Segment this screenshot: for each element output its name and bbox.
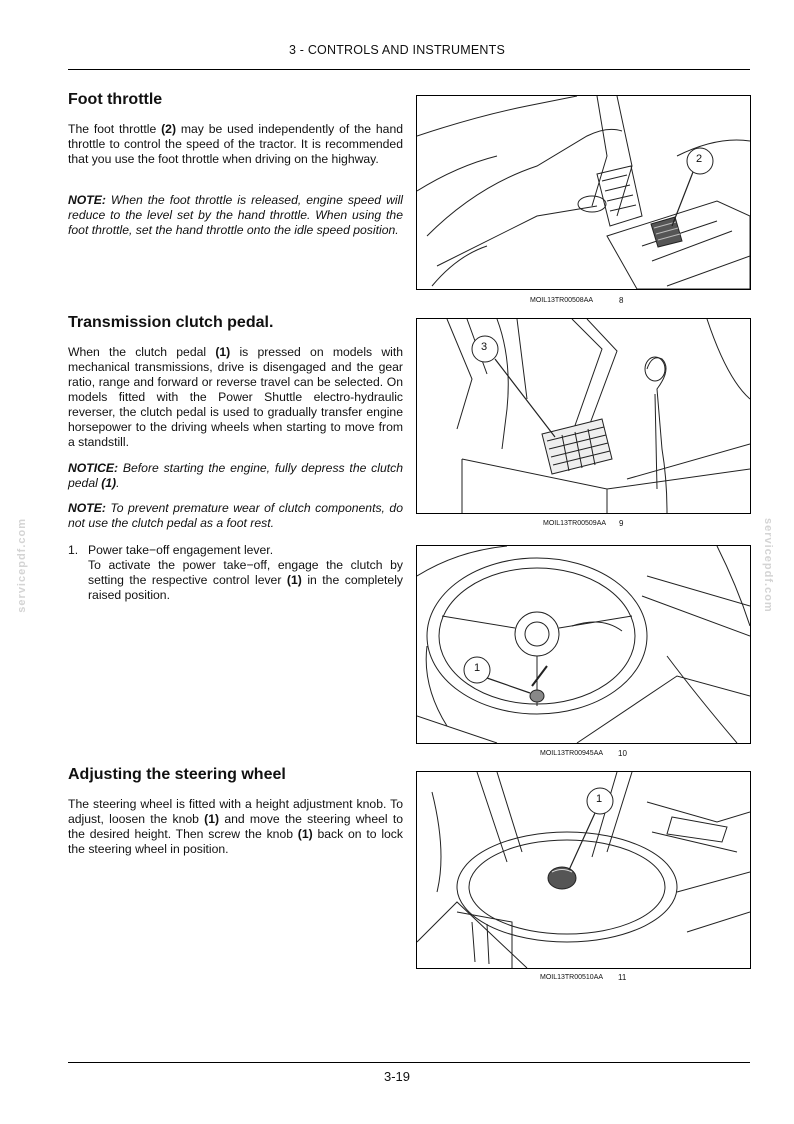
page-number: 3-19 xyxy=(383,1069,411,1084)
foot-throttle-paragraph: The foot throttle (2) may be used independently of the hand throttle to control the speed of the tractor. It is recommended that you use the foot throttle when driving on the highway. xyxy=(68,122,404,166)
clutch-note: NOTE: To prevent premature wear of clutch components, do not use the clutch pedal as a foot rest. xyxy=(68,501,403,530)
figure8-code: MOIL13TR00508AA xyxy=(530,297,594,304)
watermark-left: servicepdf.com xyxy=(16,518,28,613)
footer-rule xyxy=(68,1062,750,1063)
foot-throttle-note: NOTE: When the foot throttle is released, engine speed will reduce to the level set by the hand throttle. When using the foot throttle, set the hand throttle onto the idle speed position. xyxy=(68,193,403,237)
figure-foot-throttle xyxy=(416,95,751,290)
clutch-heading: Transmission clutch pedal. xyxy=(68,314,274,331)
steering-heading: Adjusting the steering wheel xyxy=(68,766,286,783)
pto-list-item xyxy=(68,543,403,605)
figure9-number: 9 xyxy=(619,519,624,528)
figure11-callout: 1 xyxy=(596,793,603,805)
figure10-callout: 1 xyxy=(474,662,481,674)
header-rule xyxy=(68,69,750,70)
figure9-callout: 3 xyxy=(481,341,488,353)
figure10-number: 10 xyxy=(618,749,627,758)
figure9-code: MOIL13TR00509AA xyxy=(543,520,607,527)
list-body xyxy=(88,543,403,603)
figure11-code: MOIL13TR00510AA xyxy=(540,974,604,981)
foot-throttle-heading: Foot throttle xyxy=(68,91,163,108)
list-text: To activate the power take−off, engage the clutch by setting the respective control lever (1) in the completely raised position. xyxy=(88,558,403,602)
figure-clutch-pedal xyxy=(416,318,751,514)
figure8-number: 8 xyxy=(619,296,624,305)
figure-steering-wheel xyxy=(416,771,751,969)
figure11-number: 11 xyxy=(618,973,627,982)
figure10-code: MOIL13TR00945AA xyxy=(540,750,604,757)
watermark-right: servicepdf.com xyxy=(762,518,774,613)
page-header: 3 - CONTROLS AND INSTRUMENTS xyxy=(288,43,506,57)
clutch-paragraph: When the clutch pedal (1) is pressed on models with mechanical transmissions, drive is disengaged and the gear ratio, range and forward or reverse travel can be selected. On models fitted with the Power Shuttle electro-hydraulic reverser, the clutch pedal is used to gradually transfer engine horsepower to the driving wheels when starting to move from a standstill. xyxy=(68,345,404,449)
figure8-callout: 2 xyxy=(696,153,703,165)
clutch-notice: NOTICE: Before starting the engine, fully depress the clutch pedal (1). xyxy=(68,461,403,490)
steering-paragraph: The steering wheel is fitted with a height adjustment knob. To adjust, loosen the knob (1) and move the steering wheel to the desired height. Then screw the knob (1) back on to lock the steering wheel in position. xyxy=(68,797,403,856)
list-title: Power take−off engagement lever. xyxy=(88,543,274,557)
list-number: 1. xyxy=(68,543,79,557)
figure-pto-lever xyxy=(416,545,751,744)
